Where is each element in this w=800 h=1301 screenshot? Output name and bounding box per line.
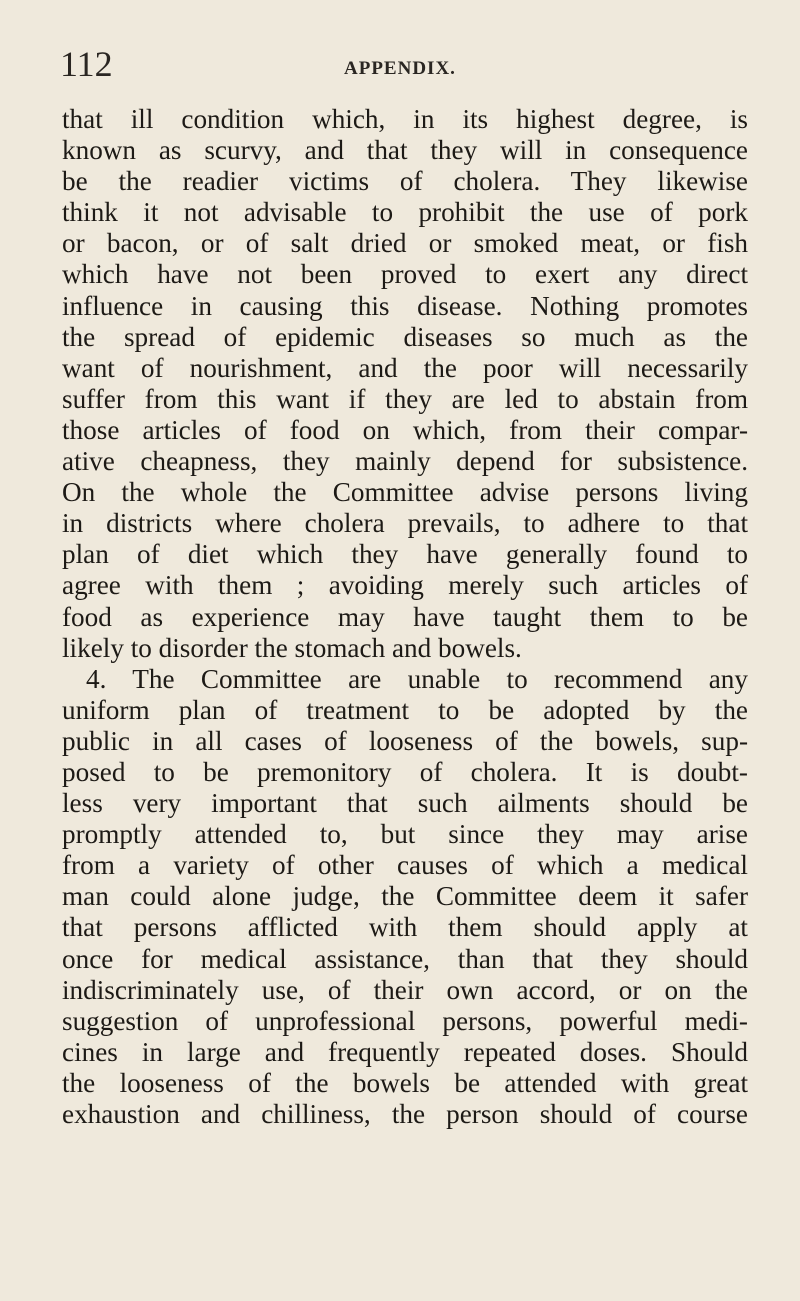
- text-line: ative cheapness, they mainly depend for subsistence.: [62, 446, 748, 477]
- page-number: 112: [60, 44, 113, 84]
- text-line: want of nourishment, and the poor will necessarily: [62, 352, 748, 383]
- text-line: which have not been proved to exert any direct: [62, 259, 748, 290]
- text-line: be the readier victims of cholera. They likewise: [62, 166, 748, 197]
- text-line: man could alone judge, the Committee deem it safer: [62, 881, 748, 912]
- page-header: [60, 44, 740, 92]
- text-line: less very important that such ailments should be: [62, 788, 748, 819]
- text-line: or bacon, or of salt dried or smoked meat, or fish: [62, 228, 748, 259]
- text-line: suggestion of unprofessional persons, powerful medi-: [62, 1005, 748, 1036]
- text-line: food as experience may have taught them to be: [62, 601, 748, 632]
- text-line: those articles of food on which, from their compar-: [62, 414, 748, 445]
- text-line: that ill condition which, in its highest degree, is: [62, 104, 748, 134]
- text-line: promptly attended to, but since they may arise: [62, 819, 748, 850]
- text-line: plan of diet which they have generally found to: [62, 539, 748, 570]
- text-line: the looseness of the bowels be attended with great: [62, 1067, 748, 1098]
- text-line: indiscriminately use, of their own accord, or on the: [62, 974, 748, 1005]
- text-line: in districts where cholera prevails, to adhere to that: [62, 508, 748, 539]
- text-line: think it not advisable to prohibit the use of pork: [62, 197, 748, 228]
- text-line: agree with them ; avoiding merely such articles of: [62, 570, 748, 601]
- text-line: public in all cases of looseness of the bowels, sup-: [62, 725, 748, 756]
- text-line: influence in causing this disease. Nothing promotes: [62, 290, 748, 321]
- text-line: On the whole the Committee advise persons living: [62, 477, 748, 508]
- text-line: from a variety of other causes of which a medical: [62, 850, 748, 881]
- text-line: known as scurvy, and that they will in consequence: [62, 135, 748, 166]
- text-line: likely to disorder the stomach and bowels.: [62, 632, 522, 663]
- body-text: [62, 104, 748, 1130]
- text-line: uniform plan of treatment to be adopted by the: [62, 694, 748, 725]
- text-line: posed to be premonitory of cholera. It is doubt-: [62, 756, 748, 787]
- running-head: APPENDIX.: [344, 58, 456, 79]
- text-line: that persons afflicted with them should apply at: [62, 912, 748, 943]
- text-line: once for medical assistance, than that they should: [62, 943, 748, 974]
- text-line: 4. The Committee are unable to recommend any: [86, 663, 748, 694]
- text-line: suffer from this want if they are led to abstain from: [62, 383, 748, 414]
- text-line: the spread of epidemic diseases so much as the: [62, 321, 748, 352]
- text-line: exhaustion and chilliness, the person should of course: [62, 1099, 748, 1129]
- text-line: cines in large and frequently repeated doses. Should: [62, 1036, 748, 1067]
